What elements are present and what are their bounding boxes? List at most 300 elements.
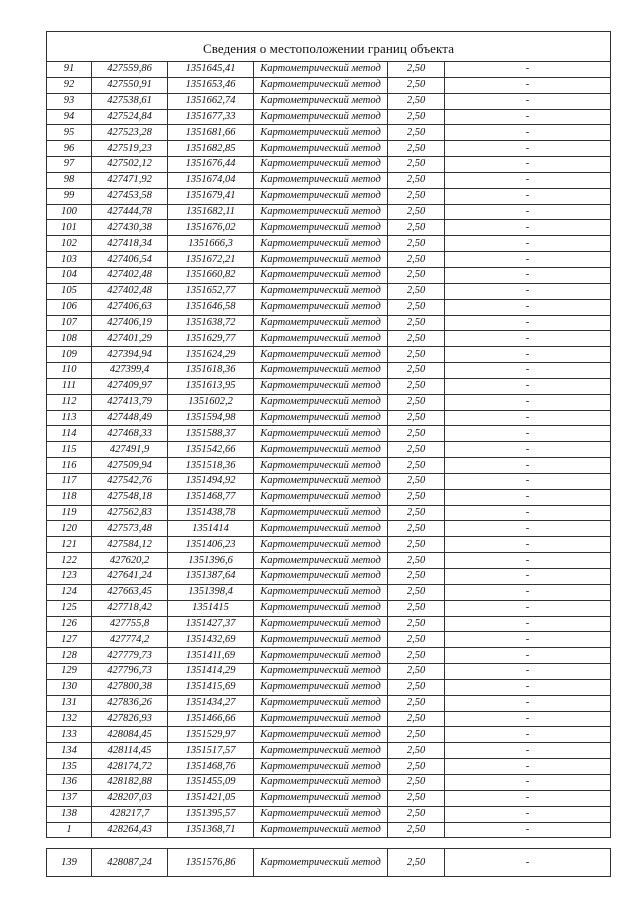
table-row (47, 109, 611, 125)
cell-coord-x: 428084,45 (92, 727, 168, 743)
table-row (47, 93, 611, 109)
cell-description: - (445, 331, 611, 347)
cell-description: - (445, 378, 611, 394)
cell-coord-x: 427444,78 (92, 204, 168, 220)
table-row (47, 347, 611, 363)
cell-description: - (445, 648, 611, 664)
cell-accuracy: 2,50 (388, 347, 445, 363)
cell-coord-x: 427538,61 (92, 93, 168, 109)
cell-coord-x: 427402,48 (92, 267, 168, 283)
table-row (47, 727, 611, 743)
cell-method: Картометрический метод (254, 521, 388, 537)
cell-description: - (445, 252, 611, 268)
cell-coord-x: 427406,63 (92, 299, 168, 315)
cell-accuracy: 2,50 (388, 204, 445, 220)
cell-method: Картометрический метод (254, 569, 388, 585)
cell-method: Картометрический метод (254, 849, 388, 877)
cell-description: - (445, 267, 611, 283)
cell-coord-x: 427796,73 (92, 664, 168, 680)
cell-accuracy: 2,50 (388, 410, 445, 426)
cell-coord-x: 428087,24 (92, 849, 168, 877)
cell-accuracy: 2,50 (388, 849, 445, 877)
cell-accuracy: 2,50 (388, 727, 445, 743)
cell-coord-y: 1351646,58 (168, 299, 254, 315)
cell-point-number: 120 (47, 521, 92, 537)
cell-accuracy: 2,50 (388, 394, 445, 410)
cell-point-number: 134 (47, 743, 92, 759)
cell-description: - (445, 505, 611, 521)
cell-method: Картометрический метод (254, 489, 388, 505)
table-row (47, 743, 611, 759)
cell-point-number: 122 (47, 553, 92, 569)
cell-description: - (445, 220, 611, 236)
cell-point-number: 1 (47, 822, 92, 838)
cell-description: - (445, 553, 611, 569)
cell-accuracy: 2,50 (388, 473, 445, 489)
cell-description: - (445, 806, 611, 822)
cell-accuracy: 2,50 (388, 426, 445, 442)
cell-point-number: 125 (47, 600, 92, 616)
cell-point-number: 118 (47, 489, 92, 505)
cell-method: Картометрический метод (254, 410, 388, 426)
cell-description: - (445, 204, 611, 220)
cell-coord-y: 1351638,72 (168, 315, 254, 331)
cell-point-number: 104 (47, 267, 92, 283)
cell-point-number: 95 (47, 125, 92, 141)
cell-coord-x: 427559,86 (92, 62, 168, 78)
table-row (47, 711, 611, 727)
cell-point-number: 96 (47, 141, 92, 157)
cell-accuracy: 2,50 (388, 157, 445, 173)
table-row (47, 236, 611, 252)
cell-coord-x: 427620,2 (92, 553, 168, 569)
cell-coord-x: 427401,29 (92, 331, 168, 347)
cell-point-number: 94 (47, 109, 92, 125)
cell-description: - (445, 537, 611, 553)
cell-method: Картометрический метод (254, 236, 388, 252)
cell-coord-y: 1351368,71 (168, 822, 254, 838)
cell-accuracy: 2,50 (388, 458, 445, 474)
cell-point-number: 129 (47, 664, 92, 680)
cell-point-number: 133 (47, 727, 92, 743)
cell-point-number: 91 (47, 62, 92, 78)
cell-method: Картометрический метод (254, 600, 388, 616)
cell-point-number: 93 (47, 93, 92, 109)
cell-accuracy: 2,50 (388, 93, 445, 109)
table-row (47, 489, 611, 505)
cell-coord-x: 427718,42 (92, 600, 168, 616)
cell-method: Картометрический метод (254, 125, 388, 141)
cell-point-number: 136 (47, 774, 92, 790)
cell-description: - (445, 743, 611, 759)
table-row (47, 204, 611, 220)
cell-description: - (445, 473, 611, 489)
table-row-last (47, 849, 611, 877)
cell-accuracy: 2,50 (388, 188, 445, 204)
cell-point-number: 102 (47, 236, 92, 252)
cell-coord-y: 1351421,05 (168, 790, 254, 806)
cell-description: - (445, 141, 611, 157)
cell-coord-y: 1351432,69 (168, 632, 254, 648)
cell-method: Картометрический метод (254, 394, 388, 410)
cell-method: Картометрический метод (254, 473, 388, 489)
cell-description: - (445, 774, 611, 790)
cell-coord-x: 428114,45 (92, 743, 168, 759)
cell-description: - (445, 458, 611, 474)
cell-accuracy: 2,50 (388, 806, 445, 822)
table-row (47, 141, 611, 157)
cell-point-number: 108 (47, 331, 92, 347)
cell-description: - (445, 62, 611, 78)
cell-coord-x: 427548,18 (92, 489, 168, 505)
cell-description: - (445, 584, 611, 600)
cell-coord-x: 427755,8 (92, 616, 168, 632)
cell-point-number: 112 (47, 394, 92, 410)
cell-accuracy: 2,50 (388, 505, 445, 521)
cell-coord-x: 427663,45 (92, 584, 168, 600)
table-row (47, 790, 611, 806)
cell-accuracy: 2,50 (388, 378, 445, 394)
cell-coord-y: 1351674,04 (168, 172, 254, 188)
cell-coord-x: 427409,97 (92, 378, 168, 394)
cell-point-number: 101 (47, 220, 92, 236)
cell-accuracy: 2,50 (388, 442, 445, 458)
table-row (47, 172, 611, 188)
cell-method: Картометрический метод (254, 537, 388, 553)
table-row (47, 62, 611, 78)
table-row (47, 283, 611, 299)
cell-accuracy: 2,50 (388, 648, 445, 664)
cell-coord-x: 427509,94 (92, 458, 168, 474)
cell-accuracy: 2,50 (388, 664, 445, 680)
cell-method: Картометрический метод (254, 632, 388, 648)
cell-coord-y: 1351676,44 (168, 157, 254, 173)
cell-description: - (445, 188, 611, 204)
cell-point-number: 103 (47, 252, 92, 268)
table-title: Сведения о местоположении границ объекта (202, 40, 455, 56)
cell-method: Картометрический метод (254, 93, 388, 109)
cell-description: - (445, 363, 611, 379)
cell-accuracy: 2,50 (388, 822, 445, 838)
cell-description: - (445, 632, 611, 648)
cell-coord-y: 1351468,77 (168, 489, 254, 505)
cell-description: - (445, 600, 611, 616)
cell-description: - (445, 236, 611, 252)
cell-coord-x: 427826,93 (92, 711, 168, 727)
cell-method: Картометрический метод (254, 790, 388, 806)
cell-description: - (445, 822, 611, 838)
cell-coord-x: 427418,34 (92, 236, 168, 252)
cell-coord-y: 1351529,97 (168, 727, 254, 743)
cell-coord-y: 1351438,78 (168, 505, 254, 521)
cell-coord-y: 1351681,66 (168, 125, 254, 141)
table-row (47, 426, 611, 442)
cell-method: Картометрический метод (254, 267, 388, 283)
cell-method: Картометрический метод (254, 505, 388, 521)
table-row (47, 537, 611, 553)
cell-method: Картометрический метод (254, 109, 388, 125)
cell-coord-y: 1351660,82 (168, 267, 254, 283)
table-row (47, 679, 611, 695)
cell-method: Картометрический метод (254, 711, 388, 727)
cell-coord-y: 1351624,29 (168, 347, 254, 363)
table-row (47, 774, 611, 790)
blank-separator-cell (47, 838, 611, 849)
cell-coord-x: 428174,72 (92, 759, 168, 775)
cell-coord-x: 427550,91 (92, 77, 168, 93)
cell-point-number: 128 (47, 648, 92, 664)
cell-coord-y: 1351645,41 (168, 62, 254, 78)
cell-point-number: 97 (47, 157, 92, 173)
cell-coord-y: 1351602,2 (168, 394, 254, 410)
cell-accuracy: 2,50 (388, 267, 445, 283)
cell-description: - (445, 790, 611, 806)
cell-accuracy: 2,50 (388, 553, 445, 569)
cell-coord-y: 1351677,33 (168, 109, 254, 125)
table-row (47, 458, 611, 474)
cell-point-number: 111 (47, 378, 92, 394)
table-row (47, 806, 611, 822)
table-row (47, 584, 611, 600)
cell-method: Картометрический метод (254, 458, 388, 474)
cell-coord-x: 427542,76 (92, 473, 168, 489)
cell-coord-x: 427800,38 (92, 679, 168, 695)
table-row (47, 600, 611, 616)
cell-point-number: 121 (47, 537, 92, 553)
cell-coord-x: 427399,4 (92, 363, 168, 379)
cell-coord-y: 1351466,66 (168, 711, 254, 727)
cell-accuracy: 2,50 (388, 521, 445, 537)
cell-method: Картометрический метод (254, 743, 388, 759)
cell-description: - (445, 569, 611, 585)
cell-method: Картометрический метод (254, 426, 388, 442)
table-row (47, 664, 611, 680)
cell-method: Картометрический метод (254, 442, 388, 458)
table-title-cell (47, 32, 611, 62)
cell-accuracy: 2,50 (388, 125, 445, 141)
cell-coord-y: 1351427,37 (168, 616, 254, 632)
cell-coord-x: 427453,58 (92, 188, 168, 204)
cell-description: - (445, 489, 611, 505)
cell-point-number: 99 (47, 188, 92, 204)
cell-method: Картометрический метод (254, 188, 388, 204)
cell-coord-x: 428264,43 (92, 822, 168, 838)
boundary-table-body (47, 32, 611, 877)
cell-point-number: 98 (47, 172, 92, 188)
table-row (47, 394, 611, 410)
cell-coord-y: 1351666,3 (168, 236, 254, 252)
cell-method: Картометрический метод (254, 616, 388, 632)
cell-description: - (445, 172, 611, 188)
table-row (47, 616, 611, 632)
cell-point-number: 124 (47, 584, 92, 600)
cell-coord-y: 1351494,92 (168, 473, 254, 489)
cell-method: Картометрический метод (254, 347, 388, 363)
table-row (47, 125, 611, 141)
table-row (47, 521, 611, 537)
table-row (47, 77, 611, 93)
cell-method: Картометрический метод (254, 220, 388, 236)
cell-coord-x: 428207,03 (92, 790, 168, 806)
cell-accuracy: 2,50 (388, 220, 445, 236)
cell-coord-x: 427524,84 (92, 109, 168, 125)
cell-point-number: 139 (47, 849, 92, 877)
cell-coord-x: 427406,19 (92, 315, 168, 331)
cell-coord-x: 427523,28 (92, 125, 168, 141)
cell-accuracy: 2,50 (388, 711, 445, 727)
cell-coord-y: 1351576,86 (168, 849, 254, 877)
cell-method: Картометрический метод (254, 822, 388, 838)
cell-point-number: 114 (47, 426, 92, 442)
cell-method: Картометрический метод (254, 252, 388, 268)
cell-coord-y: 1351396,6 (168, 553, 254, 569)
cell-coord-x: 427491,9 (92, 442, 168, 458)
cell-accuracy: 2,50 (388, 790, 445, 806)
cell-coord-x: 427779,73 (92, 648, 168, 664)
cell-coord-x: 427573,48 (92, 521, 168, 537)
cell-coord-x: 427502,12 (92, 157, 168, 173)
cell-point-number: 113 (47, 410, 92, 426)
cell-description: - (445, 283, 611, 299)
cell-point-number: 130 (47, 679, 92, 695)
cell-coord-y: 1351411,69 (168, 648, 254, 664)
cell-coord-y: 1351434,27 (168, 695, 254, 711)
blank-separator-row (47, 838, 611, 849)
cell-point-number: 116 (47, 458, 92, 474)
table-row (47, 473, 611, 489)
cell-method: Картометрический метод (254, 584, 388, 600)
cell-method: Картометрический метод (254, 806, 388, 822)
cell-point-number: 127 (47, 632, 92, 648)
cell-method: Картометрический метод (254, 283, 388, 299)
table-row (47, 299, 611, 315)
cell-method: Картометрический метод (254, 77, 388, 93)
cell-accuracy: 2,50 (388, 600, 445, 616)
cell-description: - (445, 521, 611, 537)
cell-method: Картометрический метод (254, 727, 388, 743)
cell-accuracy: 2,50 (388, 283, 445, 299)
cell-coord-y: 1351398,4 (168, 584, 254, 600)
cell-coord-y: 1351618,36 (168, 363, 254, 379)
cell-accuracy: 2,50 (388, 172, 445, 188)
cell-coord-y: 1351542,66 (168, 442, 254, 458)
cell-coord-y: 1351414,29 (168, 664, 254, 680)
cell-description: - (445, 442, 611, 458)
cell-method: Картометрический метод (254, 363, 388, 379)
cell-coord-x: 427406,54 (92, 252, 168, 268)
cell-accuracy: 2,50 (388, 759, 445, 775)
cell-method: Картометрический метод (254, 141, 388, 157)
table-row (47, 632, 611, 648)
cell-point-number: 132 (47, 711, 92, 727)
cell-coord-x: 427430,38 (92, 220, 168, 236)
cell-method: Картометрический метод (254, 299, 388, 315)
cell-description: - (445, 109, 611, 125)
cell-method: Картометрический метод (254, 204, 388, 220)
table-row (47, 759, 611, 775)
cell-point-number: 123 (47, 569, 92, 585)
cell-accuracy: 2,50 (388, 774, 445, 790)
cell-method: Картометрический метод (254, 759, 388, 775)
cell-accuracy: 2,50 (388, 315, 445, 331)
cell-accuracy: 2,50 (388, 632, 445, 648)
cell-description: - (445, 394, 611, 410)
cell-description: - (445, 679, 611, 695)
cell-coord-y: 1351672,21 (168, 252, 254, 268)
cell-accuracy: 2,50 (388, 363, 445, 379)
cell-method: Картометрический метод (254, 331, 388, 347)
cell-accuracy: 2,50 (388, 569, 445, 585)
cell-coord-y: 1351414 (168, 521, 254, 537)
cell-description: - (445, 664, 611, 680)
cell-point-number: 107 (47, 315, 92, 331)
cell-method: Картометрический метод (254, 679, 388, 695)
cell-coord-x: 427471,92 (92, 172, 168, 188)
boundary-table (46, 31, 611, 877)
table-row (47, 315, 611, 331)
cell-coord-y: 1351518,36 (168, 458, 254, 474)
cell-method: Картометрический метод (254, 695, 388, 711)
cell-coord-y: 1351594,98 (168, 410, 254, 426)
cell-point-number: 137 (47, 790, 92, 806)
table-row (47, 378, 611, 394)
cell-accuracy: 2,50 (388, 616, 445, 632)
cell-coord-x: 427641,24 (92, 569, 168, 585)
cell-method: Картометрический метод (254, 62, 388, 78)
table-title-row (47, 32, 611, 62)
cell-point-number: 131 (47, 695, 92, 711)
cell-accuracy: 2,50 (388, 331, 445, 347)
cell-method: Картометрический метод (254, 553, 388, 569)
cell-accuracy: 2,50 (388, 109, 445, 125)
cell-point-number: 135 (47, 759, 92, 775)
cell-coord-y: 1351455,09 (168, 774, 254, 790)
cell-point-number: 105 (47, 283, 92, 299)
cell-point-number: 126 (47, 616, 92, 632)
cell-coord-y: 1351679,41 (168, 188, 254, 204)
cell-method: Картометрический метод (254, 664, 388, 680)
cell-coord-x: 427468,33 (92, 426, 168, 442)
cell-method: Картометрический метод (254, 315, 388, 331)
table-row (47, 695, 611, 711)
cell-point-number: 106 (47, 299, 92, 315)
cell-coord-y: 1351387,64 (168, 569, 254, 585)
cell-accuracy: 2,50 (388, 695, 445, 711)
table-row (47, 252, 611, 268)
cell-coord-y: 1351415 (168, 600, 254, 616)
table-row (47, 442, 611, 458)
cell-coord-y: 1351395,57 (168, 806, 254, 822)
cell-accuracy: 2,50 (388, 77, 445, 93)
cell-description: - (445, 695, 611, 711)
cell-method: Картометрический метод (254, 157, 388, 173)
cell-description: - (445, 410, 611, 426)
cell-coord-x: 427448,49 (92, 410, 168, 426)
cell-accuracy: 2,50 (388, 299, 445, 315)
cell-coord-x: 427402,48 (92, 283, 168, 299)
cell-coord-y: 1351676,02 (168, 220, 254, 236)
cell-description: - (445, 93, 611, 109)
cell-coord-y: 1351613,95 (168, 378, 254, 394)
cell-point-number: 117 (47, 473, 92, 489)
cell-point-number: 138 (47, 806, 92, 822)
cell-description: - (445, 125, 611, 141)
cell-accuracy: 2,50 (388, 489, 445, 505)
cell-point-number: 109 (47, 347, 92, 363)
cell-method: Картометрический метод (254, 774, 388, 790)
cell-accuracy: 2,50 (388, 141, 445, 157)
table-row (47, 331, 611, 347)
